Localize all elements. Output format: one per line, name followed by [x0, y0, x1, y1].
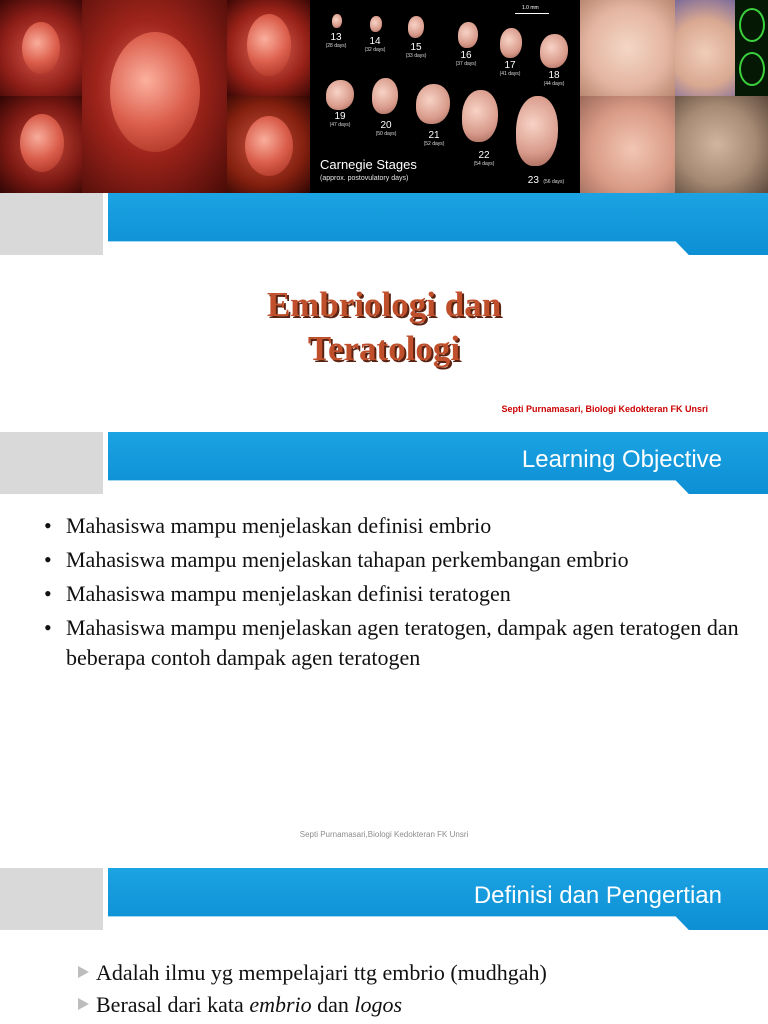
- embryo-photo-large: [82, 0, 227, 193]
- objectives-list: [44, 511, 744, 677]
- stage-14: 14 (32 days): [364, 36, 386, 53]
- carnegie-subtitle: (approx. postovulatory days): [320, 175, 409, 182]
- carnegie-title: Carnegie Stages: [320, 157, 417, 172]
- slide3-header-band: [0, 868, 768, 938]
- scale-bar: [515, 13, 549, 14]
- child-face-photo: [675, 0, 735, 96]
- list-item: Adalah ilmu yg mempelajari ttg embrio (mudhgah): [78, 957, 758, 989]
- stage-13: 13 (28 days): [325, 32, 347, 49]
- learning-objective-heading: Learning Objective: [521, 446, 722, 473]
- stage-15: 15 (33 days): [405, 42, 427, 59]
- definition-list: [78, 957, 758, 1021]
- stage-23: 23 (56 days): [527, 175, 565, 186]
- triangle-bullet-icon: [78, 966, 89, 978]
- slide1-header-band: [0, 193, 768, 263]
- list-item: • Mahasiswa mampu menjelaskan agen teratogen, dampak agen teratogen dan beberapa contoh dampak agen teratogen: [44, 615, 739, 670]
- title-line-2: Teratologi: [307, 329, 461, 368]
- list-item: • Mahasiswa mampu menjelaskan definisi embrio: [44, 513, 492, 538]
- stage-21: 21 (52 days): [423, 130, 445, 147]
- infant-face-photo: [580, 0, 675, 96]
- list-item: • Mahasiswa mampu menjelaskan tahapan perkembangan embrio: [44, 547, 629, 572]
- stage-20: 20 (50 days): [375, 120, 397, 137]
- slide-footer: Septi Purnamasari,Biologi Kedokteran FK Unsri: [299, 830, 469, 839]
- header-photo-collage: [0, 0, 768, 193]
- author-credit: Septi Purnamasari, Biologi Kedokteran FK Unsri: [501, 404, 708, 414]
- stage-16: 16 (37 days): [455, 50, 477, 67]
- triangle-bullet-icon: [78, 998, 89, 1010]
- embryo-photo-1: [0, 0, 82, 96]
- embryo-photo-2: [0, 96, 82, 193]
- scale-label: 1.0 mm: [522, 5, 539, 11]
- slide-title: [0, 283, 768, 371]
- stage-22: 22 (54 days): [473, 150, 495, 167]
- list-item: Berasal dari kata embrio dan logos: [78, 989, 758, 1021]
- title-line-1: Embriologi dan: [266, 285, 502, 324]
- stage-19: 19 (47 days): [329, 111, 351, 128]
- list-item: • Mahasiswa mampu menjelaskan definisi teratogen: [44, 581, 511, 606]
- newborn-photo: [675, 96, 768, 193]
- fluorescent-embryo-photo: [735, 0, 768, 96]
- carnegie-stages-figure: [310, 0, 580, 193]
- hand-malformation-photo: [580, 96, 675, 193]
- slide2-header-band: [0, 432, 768, 502]
- embryo-photo-3: [227, 0, 310, 96]
- stage-18: 18 (44 days): [543, 70, 565, 87]
- definition-heading: Definisi dan Pengertian: [473, 882, 722, 909]
- stage-17: 17 (41 days): [499, 60, 521, 77]
- embryo-photo-4: [227, 96, 310, 193]
